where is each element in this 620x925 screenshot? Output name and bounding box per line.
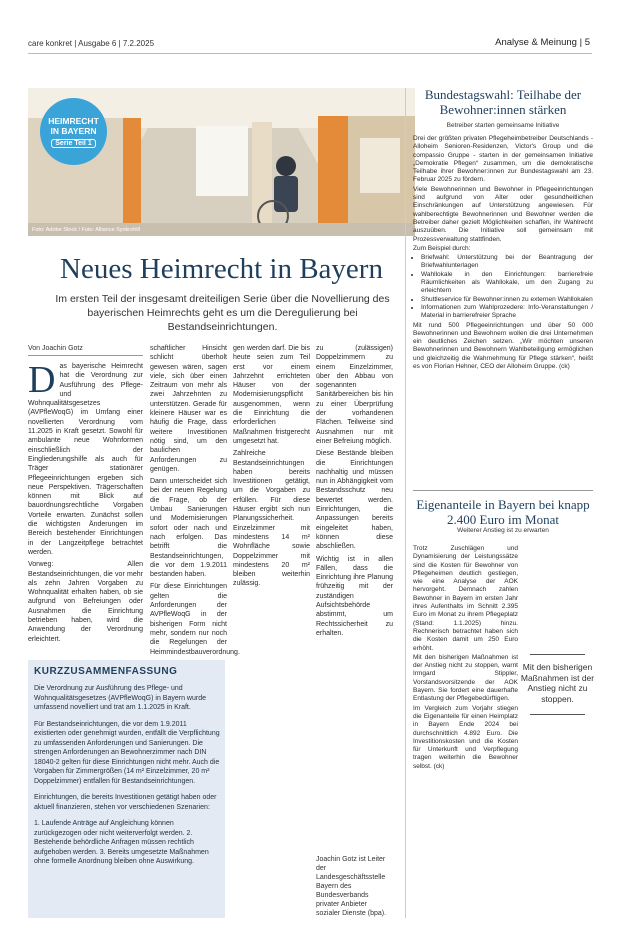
sidebar-divider [413,490,593,491]
sidebar-headline-2: Eigenanteile in Bayern bei knapp 2.400 Euro im Monat [416,497,590,527]
sidebar-article-1 [413,135,593,372]
paragraph: Zahlreiche Bestandseinrichtungen haben bereits Investitionen getätigt, um die Vorgaben zu erfüllen. Für diese Häuser ergibt sich nun Planungssicherheit. Einzelzimmer mit mindestens 14 m² Wohnfläche sowie Doppelzimmer mit mindestens 20 m² bleiben weiterhin zulässig. [233,450,310,588]
summary-paragraph: Für Bestandseinrichtungen, die vor dem 1.9.2011 existierten oder genehmigt wurden, entfällt die Verpflichtung zu umfassenden Anforderungen und Sanierungen. Die strengen Anforderungen an Bewohnerzimmer nach DIN 18040-2 gelten für diese Einrichtungen nicht mehr. Auch die Vorgaben für Zimmergrößen (14 m² Einzelzimmer, 20 m² Doppelzimmer) entfallen für Bestandseinrichtungen. [34,720,220,785]
paragraph: Wichtig ist in allen Fällen, dass die Einrichtung ihre Planung frühzeitig mit der zuständigen Aufsichtsbehörde abstimmt, um Rechtssicherheit zu erhalten. [316,555,393,637]
byline-rule [28,355,143,356]
paragraph: Vorweg: Allen Bestandseinrichtungen, die vor mehr als zehn Jahren Vorgaben zu Wohnqualität erhalten haben, ob sie aufgrund von Befreiungen oder Ausnahmen die Einrichtung betrieben haben, wird die Anwendung der Verordnung erleichtert. [28,561,143,643]
author-note: Joachin Gotz ist Leiter der Landesgeschäftsstelle Bayern des Bundesverbands privater Anbieter sozialer Dienste (bpa). [316,856,387,917]
summary-box [28,660,225,918]
sidebar-headline-1: Bundestagswahl: Teilhabe der Bewohner:innen stärken [424,87,582,117]
publication-info: care konkret | Ausgabe 6 | 7.2.2025 [28,39,155,48]
article-column-4 [316,344,393,641]
paragraph: Dann unterscheidet sich bei der neuen Regelung die Frage, ob der Umbau Sanierungen und Modernisierungen sofort oder nach und nach erfolgen. Das betrifft die Bestandseinrichtungen, die vor dem 1.9.2011 bestanden haben. [150,478,227,579]
paragraph: gen werden darf. Die bis heute seien zum Teil erst vor einem Jahrzehnt errichteten Häuser von der Modernisierungspflicht ausgenommen, wenn die Einrichtung die erforderlichen Maßnahmen fristgerecht umgesetzt hat. [233,345,310,445]
paragraph: Diese Bestände bleiben die Einrichtungen nachhaltig und müssen nun in Abhängigkeit vom Bestandsschutz neu bewertet werden. Einrichtungen, die Anpassungen bereits eingeleitet haben, können diese abschließen. [316,450,393,551]
summary-paragraph: Einrichtungen, die bereits Investitionen getätigt haben oder aktuell finanzieren, stehen vor verschiedenen Szenarien: [34,794,217,811]
badge-line2: IN BAYERN [50,125,97,136]
article-deck: Im ersten Teil der insgesamt dreiteiligen Serie über die Novellierung des bayerischen Heimrechts geht es um die Deregulierung bei Bestandseinrichtungen. [55,293,390,333]
sidebar-article-2 [413,545,518,772]
bullet-list [413,254,593,320]
summary-paragraph: 1. Laufende Anträge auf Angleichung können zurückgezogen oder nicht weiterverfolgt werden. 2. Bestehende behördliche Anfragen müssen rechtlich aufgehoben werden. 3. Bereits umgesetzte Maßnahmen ohne formelle Anordnung bleiben ohne Auswirkung. [34,820,209,865]
badge-tag: Serie Teil 1 [51,139,95,148]
sidebar-subheadline-2: Weiterer Anstieg ist zu erwarten [457,527,549,534]
byline: Von Joachin Gotz [28,345,83,352]
pull-quote: Mit den bisherigen Maßnahmen ist der Anstieg nicht zu stoppen. [520,662,595,704]
paragraph: Zum Beispiel durch: [413,244,471,252]
badge-line1: HEIMRECHT [48,115,99,126]
list-item: • Shuttleservice für Bewohner:innen zu externen Wahllokalen [421,296,593,304]
article-column-1 [28,359,143,647]
quote-rule-bottom [530,714,585,715]
dropcap: D [28,359,56,401]
paragraph: Mit den bisherigen Maßnahmen ist der Anstieg nicht zu stoppen, warnt Irmgard Stippler, Vorstandsvorsitzende der AOK Bayern. Sie fordert eine dauerhafte Entlastung der Pflegebedürftigen. [413,653,518,703]
summary-paragraph: Die Verordnung zur Ausführung des Pflege- und Wohnqualitätsgesetzes (AVPfleWoqG) in Bayern wurde umfassend novelliert und trat am 1.1.2025 in Kraft. [34,685,206,711]
paragraph: Für diese Einrichtungen gelten die Anforderungen der AVPfleWoqG in der bisherigen Form nicht mehr, sondern nur noch die Regelungen der Heimmindestbauverordnung. [150,583,240,656]
article-column-2 [150,344,240,660]
paragraph: zu (zulässigen) Doppelzimmern zu einem Einzelzimmer, über den Abbau von sogenannten Sanitärbereichen bis hin zu einer Überprüfung der vorhandenen Flächen. Teilweise sind Ausnahmen nur mit einer Befreiung möglich. [316,345,393,445]
photo-credit: Foto: Adobe Stock / Foto: Alliance Synkrohill [32,227,140,233]
summary-body [34,684,220,874]
paragraph: as bayerische Heimrecht hat die Verordnung zur Ausführung des Pflege- und Wohnqualitätsgesetzes (AVPfleWoqG) im Umfang einer novellierten Verordnung vom 11.2025 in Kraft gesetzt. Sowohl für ambulante neue Wohnformen einschließlich der Eingliederungshilfe als auch für Träger stationärer Pflegeeinrichtungen ergeben sich neue Perspektiven. Trägerschaften können mit Blick auf bauordnungsrechtliche Vorgaben Vorteile erwarten. Zunächst sollen die wichtigsten Änderungen im Bereich bestehender Einrichtungen in der Langzeitpflege betrachtet werden. [28,363,143,556]
paragraph: Im Vergleich zum Vorjahr stiegen die Eigenanteile für einen Heimplatz in Bayern Ende 2024 bei durchschnittlich 4.892 Euro. Die Investitionskosten und die Kosten für Unterkunft und Verpflegung tragen weiterhin die Bewohner selbst. (ck) [413,704,518,770]
list-item: • Briefwahl: Unterstützung bei der Beantragung der Briefwahlunterlagen [421,254,593,271]
paragraph: Viele Bewohnerinnen und Bewohner in Pflegeeinrichtungen sind aufgrund von Alter oder gesundheitlichen Einschränkungen auf Unterstützung angewiesen. Für wahlberechtigte Bewohnerinnen und Bewohner werden die Betreiber daher gezielt Möglichkeiten schaffen, ihr Wahlrecht auszuüben. Die Initiative soll gemeinsam mit Prozessverwaltung stattfinden. [413,185,593,243]
paragraph: schaftlicher Hinsicht schlicht überholt gewesen wären, sagen viele, sich über einen Zeitraum von mehr als zwei Jahrzehnten zu unterstützen. Gerade für kleinere Häuser war es häufig die Frage, dass weitere Investitionen nötig sind, um den baulichen Anforderungen zu genügen. [150,345,227,473]
sidebar-subheadline-1: Betreiber starten gemeinsame Initiative [446,122,560,129]
header-divider [28,53,592,54]
article-headline: Neues Heimrecht in Bayern [60,253,383,285]
column-divider [405,88,406,918]
paragraph: Trotz Zuschlägen und Dynamisierung der Leistungssätze sind die Kosten für Bewohner von Pflegeheimen deutlich gestiegen, wie eine Analyse der AOK hervorgeht. Demnach zahlen Bewohner in Bayern im ersten Jahr ihres Aufenthalts im Schnitt 2.395 Euro im Monat zu ihrem Pflegeplatz (Stand: 1.1.2025) hinzu. Rechnerisch betrachtet haben sich die Kosten damit um 250 Euro erhöht. [413,545,518,652]
paragraph: Mit rund 500 Pflegeeinrichtungen und über 50 000 Bewohnerinnen und Bewohnern wollen die drei Unternehmen ein deutliches Zeichen setzen. „Wir möchten unseren Bewohnerinnen und Bewohnern Wahlbeteiligung ermöglichen und gleichzeitig die Wahrnehmung für Pflege stärken“, heißt es von Florian Hehner, CEO der Alloheim Gruppe. (ck) [413,321,593,371]
list-item: • Wahllokale in den Einrichtungen: barrierefreie Räumlichkeiten als Wahllokale, um den Zugang zu erleichtern [421,271,593,296]
section-page-number: Analyse & Meinung | 5 [495,37,590,48]
list-item: • Informationen zum Wahlprozedere: Info-Veranstaltungen / Material in barrierefreier Sprache [421,304,593,321]
paragraph: Drei der größten privaten Pflegeheimbetreiber Deutschlands - Alloheim Senioren-Residenzen, Victor's Group und die compassio Gruppe - starten in der gemeinsamen Initiative „Demokratie Pflegen“ zusammen, um die demokratische Teilhabe ihrer Bewohner:innen zur Bundestagswahl am 23. Februar 2025 zu fördern. [413,135,593,184]
quote-rule-top [530,654,585,655]
article-column-3 [233,344,310,592]
series-badge [40,98,107,165]
summary-title: KURZZUSAMMENFASSUNG [34,666,178,677]
